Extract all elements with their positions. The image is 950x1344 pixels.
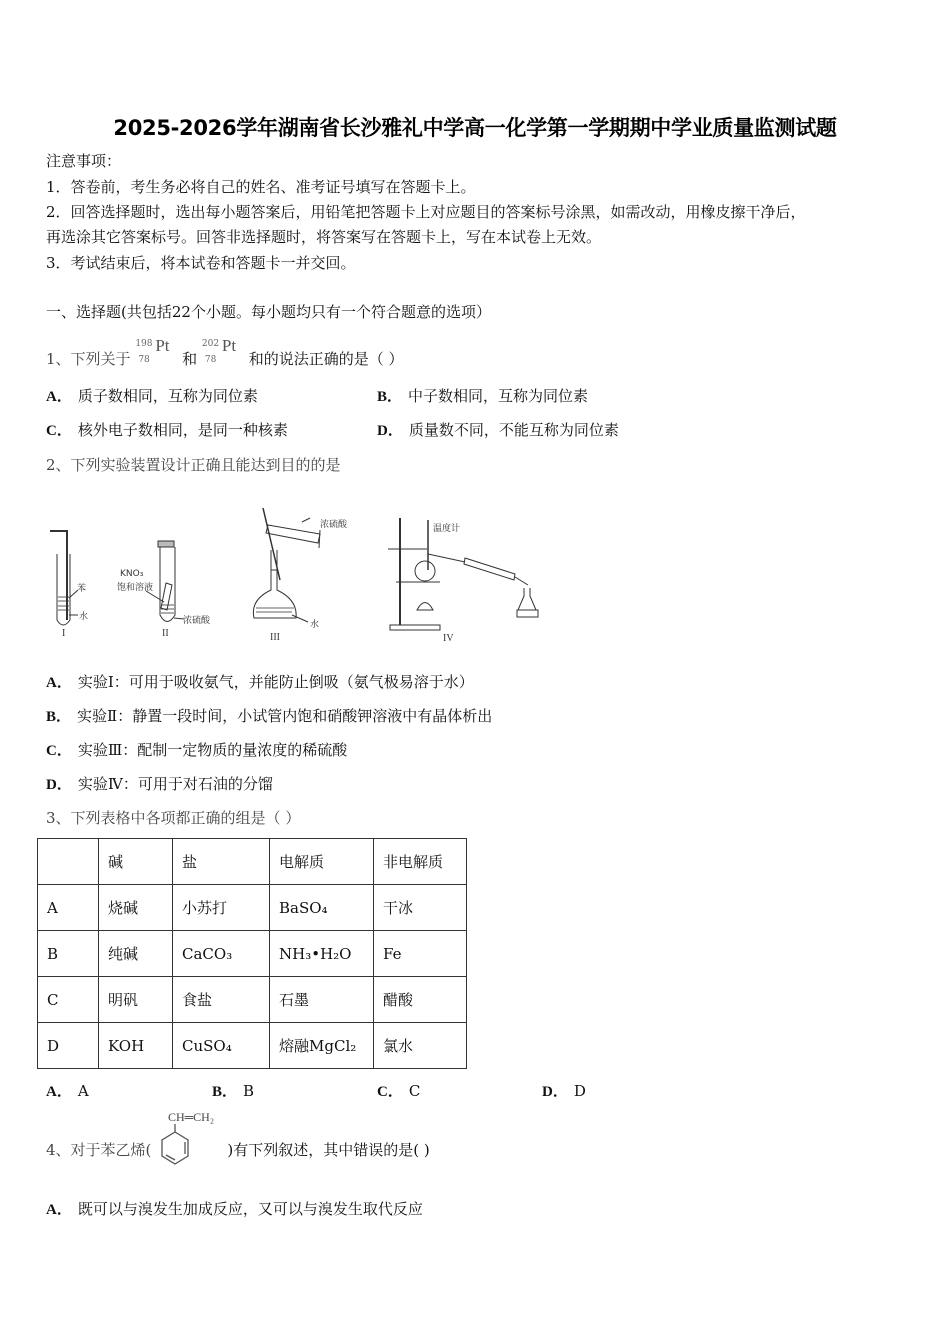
- option-text: B: [243, 1082, 255, 1100]
- notice-item-1: 1．答卷前，考生务必将自己的姓名、准考证号填写在答题卡上。: [46, 178, 476, 196]
- label-conc-acid-ii: 浓硫酸: [183, 616, 211, 626]
- option-text: 实验Ⅰ：可用于吸收氨气，并能防止倒吸（氨气极易溶于水）: [77, 673, 474, 691]
- atomic-number: 78: [138, 355, 150, 365]
- option-text: 既可以与溴发生加成反应，又可以与溴发生取代反应: [77, 1200, 423, 1218]
- label-exp-iv: IV: [443, 633, 454, 644]
- option-text: 质量数不同，不能互称为同位素: [408, 421, 619, 439]
- element-symbol: Pt: [155, 336, 170, 355]
- q4-prefix: 4、对于苯乙烯(: [46, 1141, 152, 1159]
- q4-suffix: )有下列叙述，其中错误的是( ): [227, 1141, 430, 1159]
- label-kno3: KNO₃: [120, 569, 144, 579]
- question-1-stem: [46, 338, 403, 369]
- notice-item-3: 3．考试结束后，将本试卷和答题卡一并交回。: [46, 254, 356, 272]
- option-letter: C．: [377, 1084, 403, 1100]
- q1-suffix: 和的说法正确的是（ ）: [248, 350, 404, 368]
- element-symbol: Pt: [221, 336, 237, 355]
- classification-table: [37, 838, 467, 1069]
- option-letter: A．: [46, 1084, 72, 1100]
- table-cell: 纯碱: [99, 931, 173, 977]
- header-cell: 碱: [99, 839, 173, 885]
- option-letter: A．: [46, 389, 72, 405]
- q2-option-d: [46, 774, 273, 795]
- option-letter: C．: [46, 423, 72, 439]
- table-cell: 食盐: [173, 977, 270, 1023]
- page-title: 2025-2026学年湖南省长沙雅礼中学高一化学第一学期期中学业质量监测试题: [113, 116, 837, 140]
- table-cell: NH₃•H₂O: [270, 931, 374, 977]
- option-text: C: [408, 1082, 421, 1100]
- table-row: [38, 931, 467, 977]
- option-text: 核外电子数相同，是同一种核素: [77, 421, 288, 439]
- table-cell: 氯水: [374, 1023, 467, 1069]
- q3-option-d: [542, 1081, 586, 1102]
- table-cell: 明矾: [99, 977, 173, 1023]
- label-conc-acid-iii: 浓硫酸: [320, 520, 348, 530]
- option-letter: B．: [46, 709, 72, 725]
- table-cell: 干冰: [374, 885, 467, 931]
- q3-option-c: [377, 1081, 420, 1102]
- q1-mid: 和: [182, 350, 198, 368]
- atomic-number: 78: [204, 355, 217, 365]
- option-letter: D．: [377, 423, 403, 439]
- table-cell: 烧碱: [99, 885, 173, 931]
- table-cell: CuSO₄: [173, 1023, 270, 1069]
- question-3-stem: 3、下列表格中各项都正确的组是（ ）: [46, 809, 301, 827]
- header-cell: 电解质: [270, 839, 374, 885]
- table-cell: CaCO₃: [173, 931, 270, 977]
- option-letter: C．: [46, 743, 72, 759]
- option-text: 实验Ⅱ：静置一段时间，小试管内饱和硝酸钾溶液中有晶体析出: [77, 707, 493, 725]
- table-row: [38, 1023, 467, 1069]
- option-letter: A．: [46, 1202, 72, 1218]
- q2-option-b: [46, 706, 492, 727]
- apparatus-drawing: [40, 500, 560, 650]
- q3-option-a: [46, 1081, 89, 1102]
- table-cell: C: [38, 977, 99, 1023]
- header-cell: 非电解质: [374, 839, 467, 885]
- mass-number: 198: [135, 339, 153, 349]
- notice-item-2-cont: 再选涂其它答案标号。回答非选择题时，将答案写在答题卡上，写在本试卷上无效。: [46, 228, 602, 246]
- table-cell: KOH: [99, 1023, 173, 1069]
- apparatus-figure: [40, 500, 560, 650]
- table-cell: Fe: [374, 931, 467, 977]
- option-letter: B．: [212, 1084, 238, 1100]
- q1-option-c: [46, 420, 288, 441]
- label-exp-i: I: [62, 628, 66, 639]
- q1-prefix: 1、下列关于: [46, 350, 131, 368]
- option-letter: D．: [542, 1084, 568, 1100]
- header-cell: [38, 839, 99, 885]
- vinyl-group-label: CH═CH₂: [168, 1110, 215, 1124]
- table-cell: 熔融MgCl₂: [270, 1023, 374, 1069]
- q3-option-b: [212, 1081, 254, 1102]
- label-water-i: 水: [79, 612, 89, 622]
- section-heading: 一、选择题(共包括22个小题。每小题均只有一个符合题意的选项）: [46, 303, 491, 321]
- option-letter: A．: [46, 675, 72, 691]
- option-text: 实验Ⅳ：可用于对石油的分馏: [77, 775, 273, 793]
- option-letter: B．: [377, 389, 403, 405]
- table-row: [38, 977, 467, 1023]
- table-row: [38, 885, 467, 931]
- notice-item-2: 2．回答选择题时，选出每小题答案后，用铅笔把答题卡上对应题目的答案标号涂黑，如需改动，用橡皮擦干净后，: [46, 203, 806, 221]
- q1-option-a: [46, 386, 258, 407]
- q2-option-c: [46, 740, 347, 761]
- label-saturated: 饱和溶液: [117, 583, 154, 593]
- styrene-structure: [158, 1110, 238, 1175]
- option-text: D: [573, 1082, 586, 1100]
- table-cell: 石墨: [270, 977, 374, 1023]
- header-cell: 盐: [173, 839, 270, 885]
- mass-number: 202: [201, 339, 220, 349]
- label-exp-ii: II: [162, 628, 169, 639]
- option-text: A: [77, 1082, 89, 1100]
- notice-heading: 注意事项：: [46, 152, 122, 170]
- q4-option-a: [46, 1199, 423, 1220]
- label-water-iii: 水: [310, 620, 320, 630]
- label-thermometer: 温度计: [433, 524, 461, 534]
- option-text: 质子数相同，互称为同位素: [77, 387, 258, 405]
- benzene-ring-icon: [158, 1124, 198, 1174]
- table-cell: 小苏打: [173, 885, 270, 931]
- table-header-row: [38, 839, 467, 885]
- q1-option-b: [377, 386, 588, 407]
- label-exp-iii: III: [270, 632, 280, 643]
- option-letter: D．: [46, 777, 72, 793]
- table-cell: D: [38, 1023, 99, 1069]
- label-benzene: 苯: [77, 584, 87, 594]
- question-2-stem: 2、下列实验装置设计正确且能达到目的的是: [46, 456, 341, 474]
- isotope-pt202: [202, 338, 244, 368]
- option-text: 中子数相同，互称为同位素: [408, 387, 589, 405]
- table-cell: B: [38, 931, 99, 977]
- table-cell: BaSO₄: [270, 885, 374, 931]
- option-text: 实验Ⅲ：配制一定物质的量浓度的稀硫酸: [77, 741, 348, 759]
- isotope-pt198: [135, 338, 177, 368]
- q1-option-d: [377, 420, 619, 441]
- q2-option-a: [46, 672, 474, 693]
- table-cell: A: [38, 885, 99, 931]
- table-cell: 醋酸: [374, 977, 467, 1023]
